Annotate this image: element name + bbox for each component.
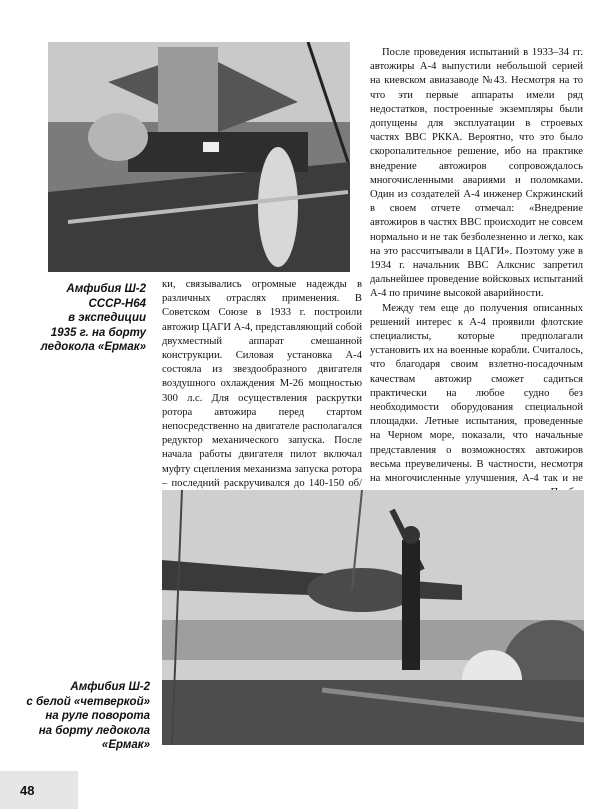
page-number <box>0 771 78 809</box>
body-paragraph: Между тем еще до получения описанных решений интерес к А-4 проявили флотские специалисты, которые предполагали установить их на военные корабли. Считалось, что благодаря своим взлетно-посадочным качествам автожир сможет садиться практически на любое судно без необходимости оборудования специальной площадки. Летные испытания, проведенные на Черном море, показали, что начальные представления о возможностях автожиров весьма преувеличены. В частности, несмотря на многочисленные улучшения, А-4 так и не <box>370 302 583 485</box>
body-paragraph: ки, связывались огромные надежды в различных отраслях применения. В Советском Союзе в 1933 г. построили автожир ЦАГИ А-4, представляющий собой двухместный аппарат смешанной конструкции. Силовая установка А-4 состояла из звездообразного двигателя воздушного охлаждения М-26 мощностью 300 л.с. Для осуществления раскрутки ротора автожира перед стартом непосредственно на двигателе располагался редуктор механического запуска. После начала работы двигателя пилот включал муфту сцепления механизма запуска ротора – последний раскручивался до 140-150 об/ <box>162 279 362 489</box>
caption-line: в экспедиции <box>68 312 146 324</box>
body-paragraph: После проведения испытаний в 1933–34 гг. автожиры А-4 выпустили небольшой серией на киевском авиазаводе №43. Несмотря на то что эти первые аппараты имели ряд недостатков, построенные экземпляры были допущены для эксплуатации в строевых частях ВВС РККА. Вероятно, что это было скоропалительное решение, ибо на практике внедрение автожиров сопровождалось многочисленными авариями и поломками. Один из создателей А-4 инженер Скржинский в своем отчете отмечал: «Внедрение автожиров в частях ВВС происходит не совсем нормально и не так безболезненно и легко, как на это рассчитывали в ЦАГИ». Поэтому уже в 1934 г. начальник ВВС Алкснис запретил дальнейшее проведение войсковых испытаний А-4 по причине высокой аварийности. <box>370 47 583 300</box>
caption-line: на руле поворота <box>45 710 150 722</box>
caption-line: Амфибия Ш-2 <box>70 681 150 693</box>
page-number-text: 48 <box>20 782 35 798</box>
top-photo-caption <box>20 282 146 355</box>
caption-line: на борту ледокола <box>38 724 150 737</box>
caption-line: СССР-Н64 <box>88 297 146 310</box>
caption-line: «Ермак» <box>101 739 150 751</box>
bottom-photo-caption <box>20 680 150 753</box>
caption-line: 1935 г. на борту <box>50 326 146 339</box>
bottom-photo <box>162 490 584 745</box>
top-photo <box>48 42 350 272</box>
caption-line: Амфибия Ш-2 <box>66 283 146 295</box>
caption-line: с белой «четверкой» <box>26 695 150 708</box>
caption-line: ледокола «Ермак» <box>40 341 146 353</box>
